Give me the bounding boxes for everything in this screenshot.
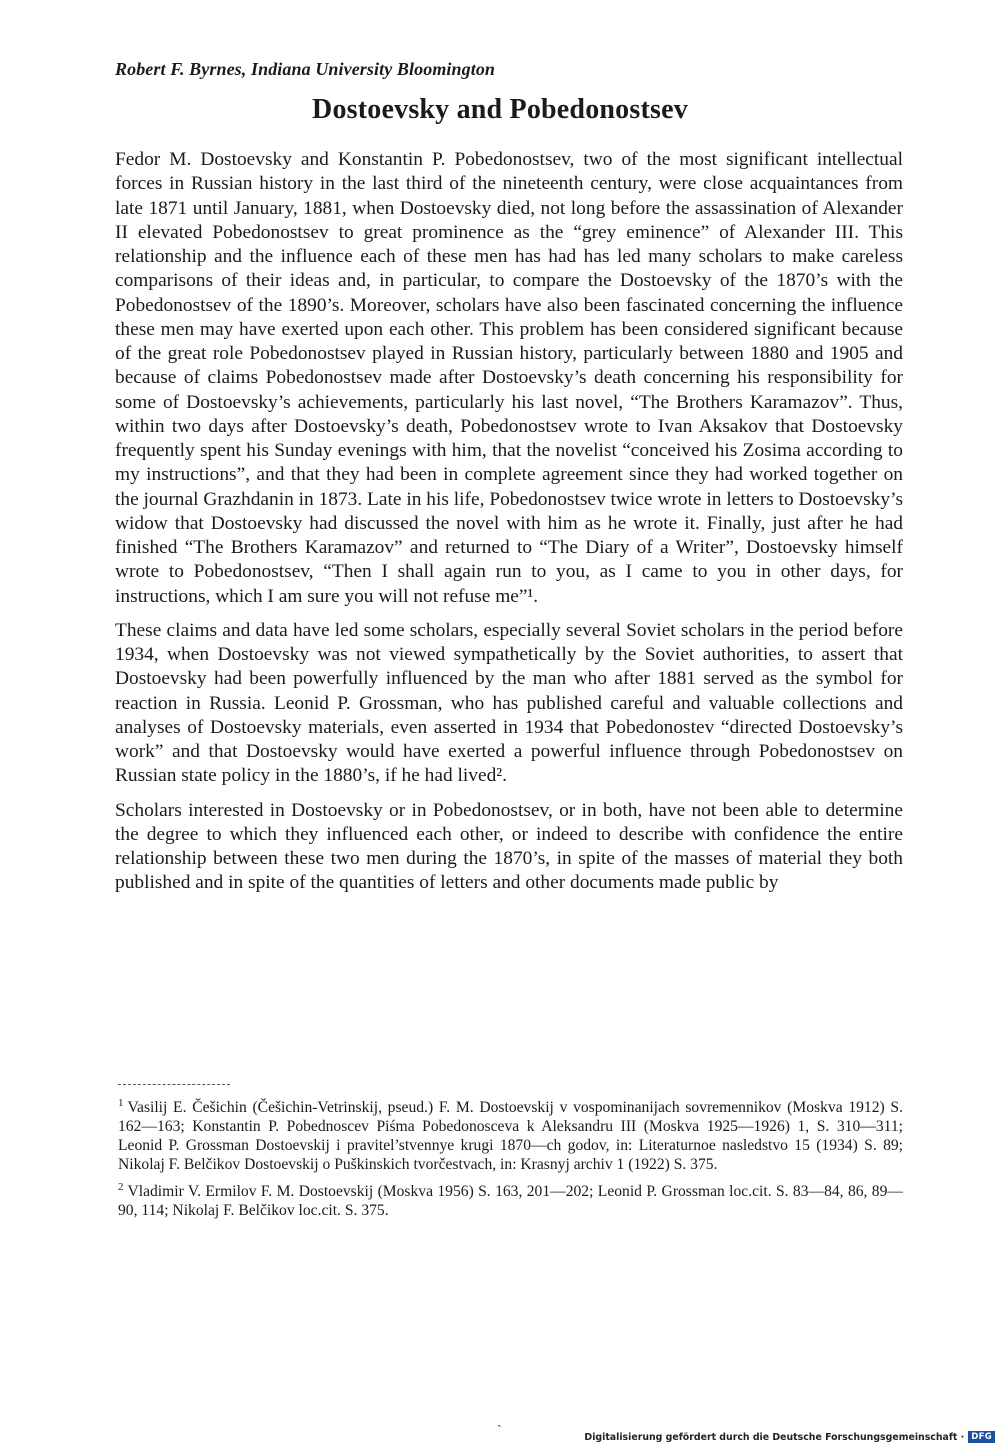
dfg-logo-icon: DFG <box>968 1431 995 1443</box>
footnote-number: 1 <box>118 1096 124 1109</box>
footnote <box>118 1182 903 1220</box>
footnotes <box>118 1098 903 1228</box>
body-paragraph: These claims and data have led some scholars, especially several Soviet scholars in the period before 1934, when Dostoevsky was not viewed sympathetically by the Soviet authorities, to assert that Dostoevsky had been powerfully influenced by the man who after 1881 served as the symbol for reaction in Russia. Leonid P. Grossman, who has published careful and valuable collections and analyses of Dostoevsky materials, even asserted in 1934 that Pobedonostev “directed Dostoevsky’s work” and that Dostoevsky would have exerted a powerful influence through Pobedonostsev on Russian state policy in the 1880’s, if he had lived². <box>115 619 903 787</box>
footnote-text: Vasilij E. Češichin (Češichin-Vetrinskij, pseud.) F. M. Dostoevskij v vospominanijach sovremennikov (Moskva 1912) S. 162—163; Konstantin P. Pobednoscev Piśma Pobedonosceva k Aleksandru III (Moskva 1925—1926) 1, S. 310—311; Leonid P. Grossman Dostoevskij i pravitel’stvennye krugi 1870—ch godov, in: Literaturnoe nasledstvo 15 (1934) S. 89; Nikolaj F. Belčikov Dostoevskij o Puškinskich tvorčestvach, in: Krasnyj archiv 1 (1922) S. 375. <box>118 1099 903 1173</box>
body-paragraph: Fedor M. Dostoevsky and Konstantin P. Pobedonostsev, two of the most significant intellectual forces in Russian history in the last third of the nineteenth century, were close acquaintances from late 1871 until January, 1881, when Dostoevsky died, not long before the assassination of Alexander II elevated Pobedonostsev to great prominence as the “grey eminence” of Alexander III. This relationship and the influence each of these men has had has led many scholars to make careless comparisons of their ideas and, in particular, to compare the Dostoevsky of the 1870’s with the Pobedonostsev of the 1890’s. Moreover, scholars have also been fascinated concerning the influence these men may have exerted upon each other. This problem has been considered significant because of the great role Pobedonostsev played in Russian history, particularly between 1880 and 1905 and because of claims Pobedonostsev made after Dostoevsky’s death concerning his responsibility for some of Dostoevsky’s achievements, particularly his last novel, “The Brothers Karamazov”. Thus, within two days after Dostoevsky’s death, Pobedonostsev wrote to Ivan Aksakov that Dostoevsky frequently spent his Sunday evenings with him, that the novelist “conceived his Zosima according to my instructions”, and that they had been in complete agreement since they had worked together on the journal Grazhdanin in 1873. Late in his life, Pobedonostsev twice wrote in letters to Dostoevsky’s widow that Dostoevsky had discussed the novel with him as he wrote it. Finally, just after he had finished “The Brothers Karamazov” and returned to “The Diary of a Writer”, Dostoevsky himself wrote to Pobedonostsev, “Then I shall again run to you, as I came to you in other days, for instructions, which I am sure you will not refuse me”¹. <box>115 149 903 607</box>
body-paragraph: Scholars interested in Dostoevsky or in Pobedonostsev, or in both, have not been able to determine the degree to which they influenced each other, or indeed to describe with confidence the entire relationship between these two men during the 1870’s, in spite of the masses of material they both published and in spite of the quantities of letters and other documents made public by <box>115 799 903 894</box>
footnote-divider <box>118 1084 230 1085</box>
article-title: Dostoevsky and Pobedonostsev <box>312 94 688 125</box>
funding-notice <box>584 1431 995 1443</box>
funding-text: Digitalisierung gefördert durch die Deutsche Forschungsgemeinschaft · <box>584 1431 965 1443</box>
article-body <box>115 148 903 896</box>
page-mark: ˎ <box>497 1413 502 1428</box>
footnote-text: Vladimir V. Ermilov F. M. Dostoevskij (Moskva 1956) S. 163, 201—202; Leonid P. Grossman loc.cit. S. 83—84, 86, 89—90, 114; Nikolaj F. Belčikov loc.cit. S. 375. <box>118 1183 903 1219</box>
footnote <box>118 1098 903 1174</box>
author-line: Robert F. Byrnes, Indiana University Bloomington <box>115 59 496 79</box>
footnote-number: 2 <box>118 1180 124 1193</box>
